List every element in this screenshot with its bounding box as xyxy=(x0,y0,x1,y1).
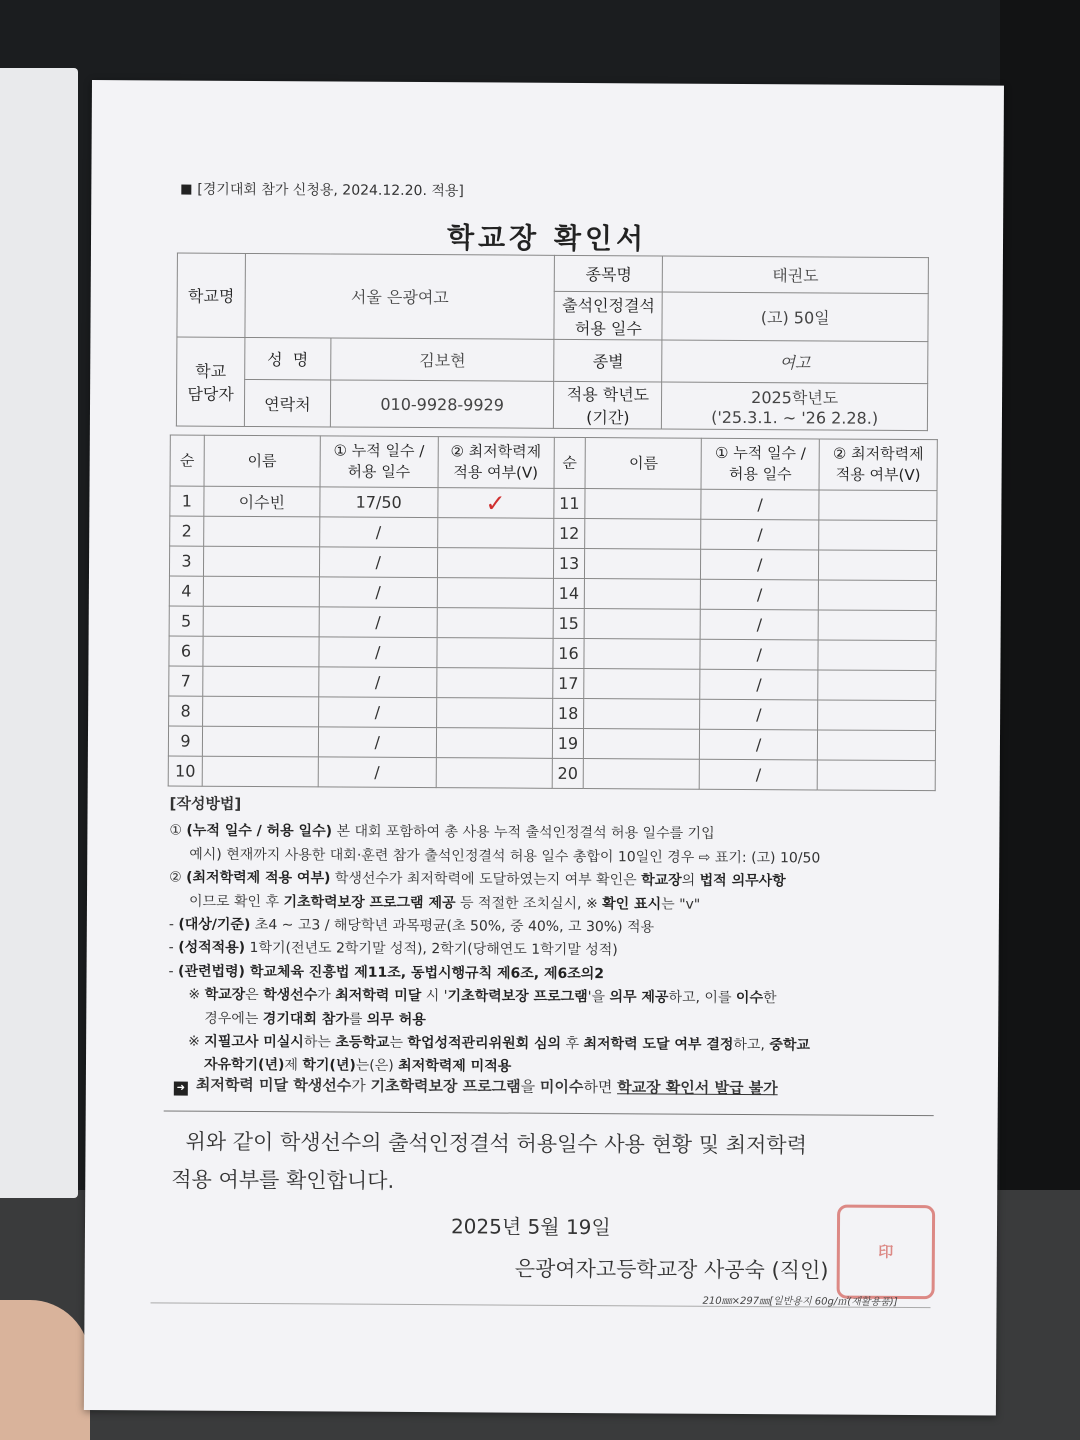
row-name xyxy=(203,576,319,607)
manager-label-2: 담당자 xyxy=(187,384,234,404)
header-min-right xyxy=(819,439,937,491)
m-l8h: 기초학력보장 프로그램 xyxy=(447,988,588,1006)
official-seal-icon: 印 xyxy=(837,1205,936,1300)
m-l11a: 자유학기(년) xyxy=(203,1057,285,1074)
row-name-right xyxy=(585,489,701,520)
row-days-right: / xyxy=(699,759,817,790)
manager-label xyxy=(176,337,244,426)
confirm-line-1: 위와 같이 학생선수의 출석인정결석 허용일수 사용 현황 및 최저학력 xyxy=(185,1129,808,1158)
header-note xyxy=(181,179,464,201)
notice-line xyxy=(174,1074,778,1100)
table-row xyxy=(168,726,935,761)
row-name-right xyxy=(585,579,701,610)
row-check-right xyxy=(818,670,936,701)
row-days-right: / xyxy=(700,639,818,670)
row-check-right xyxy=(818,580,936,611)
table-row xyxy=(169,666,936,701)
allow-label-2: 허용 일수 xyxy=(574,318,642,338)
header-min-right-1: ② 최저학력제 xyxy=(832,444,924,464)
row-days: / xyxy=(318,757,436,788)
row-days: 17/50 xyxy=(320,487,438,518)
row-check xyxy=(437,608,553,639)
row-name-right xyxy=(584,759,700,790)
m-l1a: ① xyxy=(169,822,187,839)
header-min-1: ② 최저학력제 xyxy=(450,442,542,461)
row-days-right: / xyxy=(701,579,819,610)
m-l3f: 법적 의무사항 xyxy=(699,872,786,890)
row-name-right xyxy=(584,669,700,700)
m-l8b: 학교장 xyxy=(204,986,246,1004)
m-l5a: - xyxy=(168,916,179,933)
row-check xyxy=(437,518,553,549)
notice-b: 가 xyxy=(351,1076,371,1095)
method-line-2: 예시) 현재까지 사용한 대회·훈련 참가 출석인정결석 허용 일수 총합이 10일인 경우 ⇨ 표기: (고) 10/50 xyxy=(189,846,821,867)
arrow-right-icon: ➜ xyxy=(174,1082,188,1096)
row-check-right xyxy=(818,610,936,641)
header-days-2: 허용 일수 xyxy=(347,462,411,481)
row-check xyxy=(438,488,554,519)
principal-signature: 은광여자고등학교장 사공숙 (직인) xyxy=(514,1256,829,1283)
row-no: 6 xyxy=(169,636,203,666)
row-check-right xyxy=(819,520,937,551)
year-value-1: 2025학년도 xyxy=(751,388,839,408)
row-no: 10 xyxy=(168,756,202,786)
confirm-line-2: 적용 여부를 확인합니다. xyxy=(171,1167,395,1193)
notice-c: 기초학력보장 프로그램 xyxy=(370,1076,521,1096)
document-paper xyxy=(84,80,1004,1416)
m-l8l: 이수 xyxy=(735,990,764,1007)
row-days-right: / xyxy=(700,669,818,700)
paper-spec: 210㎜×297㎜[일반용지 60g/㎡(재활용품)] xyxy=(702,1295,898,1308)
m-l10c: 하는 xyxy=(303,1034,336,1051)
header-no-right: 순 xyxy=(554,437,586,488)
row-name xyxy=(203,636,319,667)
school-label: 학교명 xyxy=(177,253,245,337)
m-l3e: 의 xyxy=(681,872,700,889)
writing-method xyxy=(168,792,960,1082)
row-name-right xyxy=(585,609,701,640)
row-no-right: 13 xyxy=(553,548,585,578)
divider xyxy=(164,1110,934,1116)
checkmark-icon: ✓ xyxy=(485,488,506,518)
m-l8a: ※ xyxy=(188,986,205,1003)
header-days-1: ① 누적 일수 / xyxy=(333,441,425,461)
row-check-right xyxy=(818,640,936,671)
header-no: 순 xyxy=(170,435,204,486)
m-l4e: 는 "v" xyxy=(661,896,701,913)
m-l7b: (관련법령) xyxy=(178,963,246,980)
row-no: 9 xyxy=(168,726,202,756)
row-name xyxy=(202,756,318,787)
row-days: / xyxy=(319,577,437,608)
m-l6c: 1학기(전년도 2학기말 성적), 2학기(당해연도 1학기말 성적) xyxy=(245,940,618,959)
m-l9a: 경우에는 xyxy=(204,1010,263,1027)
sport-label: 종목명 xyxy=(555,255,663,292)
row-days-right: / xyxy=(700,729,818,760)
m-l10d: 초등학교 xyxy=(335,1034,390,1051)
gender-label: 종별 xyxy=(554,339,662,382)
row-check-right xyxy=(817,730,935,761)
row-name xyxy=(203,546,319,577)
m-l4a: 이므로 확인 후 xyxy=(188,893,284,910)
table-row xyxy=(169,636,936,671)
m-l10a: ※ xyxy=(188,1033,205,1050)
row-no: 2 xyxy=(170,516,204,546)
manager-label-1: 학교 xyxy=(195,361,227,381)
square-bullet-icon xyxy=(181,185,191,195)
row-days-right: / xyxy=(701,489,819,520)
m-l8d: 학생선수 xyxy=(263,987,318,1004)
allow-label xyxy=(554,291,662,340)
m-l10i: 하고, xyxy=(733,1036,770,1054)
m-l6b: (성적적용) xyxy=(178,939,246,957)
m-l8c: 은 xyxy=(245,987,264,1004)
m-l3a: ② xyxy=(169,869,187,886)
row-no-right: 17 xyxy=(552,668,584,698)
row-no: 5 xyxy=(169,606,203,636)
row-name xyxy=(203,696,319,727)
row-name: 이수빈 xyxy=(204,486,320,517)
row-no: 1 xyxy=(170,486,204,516)
row-days-right: / xyxy=(701,549,819,580)
row-check-right xyxy=(819,550,937,581)
row-no-right: 15 xyxy=(553,608,585,638)
header-name: 이름 xyxy=(204,435,320,487)
row-check xyxy=(437,548,553,579)
row-days: / xyxy=(319,547,437,578)
m-l3b: (최저학력제 적용 여부) xyxy=(186,869,331,887)
row-check xyxy=(436,698,552,729)
header-min xyxy=(438,437,554,489)
issue-date: 2025년 5월 19일 xyxy=(450,1214,611,1240)
confirm-statement xyxy=(171,1123,931,1204)
m-l3d: 학교장 xyxy=(641,872,682,889)
contact-value: 010-9928-9929 xyxy=(330,380,554,428)
row-no-right: 14 xyxy=(553,578,585,608)
row-check xyxy=(437,578,553,609)
m-l3c: 학생선수가 최저학력에 도달하였는지 여부 확인은 xyxy=(330,870,642,889)
row-name-right xyxy=(585,549,701,580)
m-l8i: '을 xyxy=(587,989,610,1006)
row-no: 4 xyxy=(169,576,203,606)
table-row xyxy=(170,486,937,521)
header-days-right-1: ① 누적 일수 / xyxy=(714,443,806,463)
row-days: / xyxy=(318,727,436,758)
m-l10h: 최저학력 도달 여부 결정 xyxy=(583,1036,734,1053)
table-row xyxy=(169,606,936,641)
row-name-right xyxy=(585,519,701,550)
contact-label: 연락처 xyxy=(244,379,330,427)
m-l5c: 초4 ~ 고3 / 해당학년 과목평균(초 50%, 중 40%, 고 30%) 적용 xyxy=(250,917,655,936)
notice-d: 을 xyxy=(520,1077,540,1096)
m-l9c: 를 xyxy=(348,1011,367,1028)
gender-value: 여고 xyxy=(662,340,928,384)
row-no: 8 xyxy=(169,696,203,726)
header-days xyxy=(320,436,438,488)
m-l9b: 경기대회 참가 xyxy=(262,1010,349,1028)
m-l10g: 후 xyxy=(561,1035,584,1053)
row-name xyxy=(203,666,319,697)
m-l11b: 제 xyxy=(284,1057,303,1074)
row-no-right: 12 xyxy=(553,518,585,548)
m-l8e: 가 xyxy=(317,987,336,1004)
table-row xyxy=(168,756,935,791)
header-min-right-2: 적용 여부(V) xyxy=(835,465,921,485)
m-l4c: 등 적절한 조치실시, ※ xyxy=(455,894,603,912)
row-days: / xyxy=(319,607,437,638)
m-l11c: 학기(년) xyxy=(302,1057,356,1075)
name-value: 김보현 xyxy=(330,338,554,381)
m-l8j: 의무 제공 xyxy=(609,989,669,1006)
notice-e: 미이수 xyxy=(539,1077,584,1097)
header-days-right xyxy=(701,438,819,490)
row-check xyxy=(436,758,552,789)
m-l9d: 의무 허용 xyxy=(366,1011,426,1028)
student-table xyxy=(168,434,938,791)
year-value xyxy=(662,382,928,431)
row-days-right: / xyxy=(700,609,818,640)
m-l4b: 기초학력보장 프로그램 제공 xyxy=(283,893,456,911)
row-days: / xyxy=(319,637,437,668)
table-row xyxy=(169,696,936,731)
row-check xyxy=(437,638,553,669)
row-no-right: 18 xyxy=(552,698,584,728)
info-table xyxy=(176,253,929,432)
row-days: / xyxy=(318,697,436,728)
table-row xyxy=(169,576,936,611)
row-check-right xyxy=(819,490,937,521)
notice-g: 학교장 확인서 발급 불가 xyxy=(617,1078,778,1098)
row-days-right: / xyxy=(701,519,819,550)
row-name-right xyxy=(584,699,700,730)
row-days: / xyxy=(319,667,437,698)
header-days-right-2: 허용 일수 xyxy=(728,464,792,484)
m-l1c: 본 대회 포함하여 총 사용 누적 출석인정결석 허용 일수를 기입 xyxy=(331,823,715,843)
row-check-right xyxy=(818,700,936,731)
m-l1b: (누적 일수 / 허용 일수) xyxy=(186,822,333,840)
school-value: 서울 은광여고 xyxy=(245,253,555,339)
method-heading: [작성방법] xyxy=(169,794,242,813)
row-name xyxy=(204,516,320,547)
row-name xyxy=(203,606,319,637)
row-no: 7 xyxy=(169,666,203,696)
m-l8m: 한 xyxy=(762,990,777,1007)
allow-label-1: 출석인정결석 xyxy=(562,295,655,315)
row-no-right: 20 xyxy=(552,758,584,788)
m-l10b: 지필고사 미실시 xyxy=(204,1033,304,1051)
allow-value: (고) 50일 xyxy=(662,292,928,342)
notice-f: 하면 xyxy=(583,1078,618,1097)
row-days-right: / xyxy=(700,699,818,730)
row-check-right xyxy=(817,760,935,791)
row-days: / xyxy=(319,517,437,548)
m-l10j: 중학교 xyxy=(769,1037,810,1054)
m-l10e: 는 xyxy=(389,1034,408,1052)
table-row xyxy=(169,546,936,581)
year-label xyxy=(554,381,662,429)
year-label-1: 적용 학년도 xyxy=(566,384,650,405)
background-paper xyxy=(0,68,78,1198)
m-l11e: 최저학력제 미적용 xyxy=(398,1058,512,1076)
m-l8f: 최저학력 미달 xyxy=(335,987,422,1005)
name-label: 성 명 xyxy=(245,337,331,380)
row-name xyxy=(202,726,318,757)
header-note-text: [경기대회 참가 신청용, 2024.12.20. 적용] xyxy=(197,181,464,200)
document-title: 학교장 확인서 xyxy=(446,221,648,256)
year-label-2: (기간) xyxy=(586,408,630,428)
notice-a: 최저학력 미달 학생선수 xyxy=(195,1075,352,1095)
m-l6a: - xyxy=(168,939,179,956)
row-no-right: 19 xyxy=(552,728,584,758)
m-l5b: (대상/기준) xyxy=(178,916,251,934)
row-no-right: 11 xyxy=(553,488,585,518)
row-check xyxy=(436,668,552,699)
m-l7c: 학교체육 진흥법 제11조, 동법시행규칙 제6조, 제6조의2 xyxy=(244,963,605,982)
m-l4d: 확인 표시 xyxy=(602,895,662,913)
header-min-2: 적용 여부(V) xyxy=(453,463,539,482)
header-name-right: 이름 xyxy=(585,438,701,490)
m-l8g: 시 ' xyxy=(421,988,448,1005)
row-check xyxy=(436,728,552,759)
row-no-right: 16 xyxy=(552,638,584,668)
m-l7a: - xyxy=(168,963,179,980)
m-l11d: 는(은) xyxy=(355,1058,399,1075)
year-value-2: ('25.3.1. ~ '26 2.28.) xyxy=(711,407,879,428)
m-l8k: 하고, 이를 xyxy=(668,989,736,1007)
row-name-right xyxy=(584,729,700,760)
table-row xyxy=(170,516,937,551)
row-no: 3 xyxy=(169,546,203,576)
m-l10f: 학업성적관리위원회 심의 xyxy=(407,1035,562,1052)
sport-value: 태권도 xyxy=(663,256,929,294)
row-name-right xyxy=(584,639,700,670)
